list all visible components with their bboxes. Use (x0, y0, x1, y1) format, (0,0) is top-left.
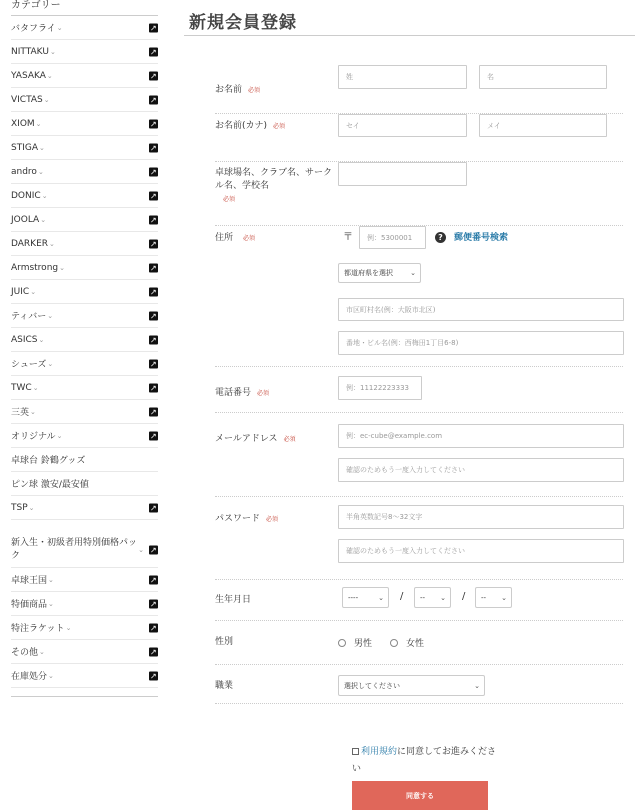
sidebar-category-item[interactable] (11, 16, 158, 40)
postal-lookup-link[interactable]: 郵便番号検索 (454, 233, 509, 243)
street-input[interactable]: 番地・ビル名(例：西梅田1丁目6-8) (338, 331, 624, 355)
postal-mark: 〒 (343, 232, 353, 243)
chevron-down-icon: ⌄ (32, 383, 39, 392)
sidebar-category-label: ピン球 激安/最安値 (11, 480, 89, 490)
chevron-down-icon: ⌄ (39, 143, 45, 152)
sidebar-category-item[interactable] (11, 160, 158, 184)
external-link-icon[interactable] (149, 359, 158, 368)
terms-link[interactable]: 利用規約 (361, 747, 398, 757)
registration-form (215, 65, 623, 704)
external-link-icon[interactable] (149, 167, 158, 176)
sidebar-category-label: TWC (11, 382, 32, 393)
external-link-icon[interactable] (149, 95, 158, 104)
chevron-down-icon: ⌄ (474, 681, 480, 690)
chevron-down-icon: ⌄ (65, 623, 72, 632)
chevron-down-icon: ⌄ (39, 647, 45, 656)
sidebar-category-label: andro (11, 166, 37, 177)
external-link-icon[interactable] (149, 263, 158, 272)
required-badge: 必須 (243, 235, 256, 242)
external-link-icon[interactable] (149, 545, 158, 554)
external-link-icon[interactable] (149, 599, 158, 608)
external-link-icon[interactable] (149, 383, 158, 392)
radio-male-label[interactable]: 男性 (354, 639, 373, 649)
club-label: 卓球場名、クラブ名、サークル名、学校名 (215, 168, 333, 191)
chevron-down-icon: ⌄ (30, 287, 37, 296)
sidebar-category-label: DONIC (11, 190, 41, 201)
external-link-icon[interactable] (149, 647, 158, 656)
chevron-down-icon: ⌄ (40, 215, 47, 224)
chevron-down-icon: ⌄ (48, 599, 54, 608)
category-sidebar (11, 0, 158, 697)
password-input[interactable]: 半角英数記号8〜32文字 (338, 505, 624, 529)
job-row (215, 665, 623, 704)
external-link-icon[interactable] (149, 191, 158, 200)
required-badge: 必須 (273, 123, 286, 130)
prefecture-select[interactable] (338, 263, 421, 283)
email-input[interactable]: 例：ec-cube@example.com (338, 424, 624, 448)
sidebar-category-label: JOOLA (11, 214, 40, 225)
phone-input[interactable]: 例：11122223333 (338, 376, 422, 400)
postal-code-input[interactable]: 例：5300001 (359, 226, 426, 249)
job-select-value: 選択してください (344, 681, 400, 690)
sidebar-category-item[interactable] (11, 328, 158, 352)
birth-label: 生年月日 (215, 595, 252, 605)
name-row (215, 65, 623, 114)
club-input[interactable] (338, 162, 467, 186)
chevron-down-icon: ⌄ (43, 95, 50, 104)
external-link-icon[interactable] (149, 143, 158, 152)
email-row (215, 413, 623, 497)
sidebar-category-label: バタフライ (11, 24, 56, 34)
birth-day-select[interactable] (475, 587, 512, 608)
sidebar-category-item[interactable] (11, 40, 158, 64)
chevron-down-icon: ⌄ (37, 167, 44, 176)
first-name-kana-input[interactable]: メイ (479, 114, 607, 137)
external-link-icon[interactable] (149, 119, 158, 128)
sidebar-divider (11, 696, 158, 697)
birth-year-value: ---- (348, 593, 359, 602)
sidebar-category-label: 特注ラケット (11, 624, 65, 634)
external-link-icon[interactable] (149, 287, 158, 296)
sidebar-category-label: 新入生・初級者用特別価格パック (11, 537, 138, 561)
sidebar-category-item[interactable] (11, 592, 158, 616)
chevron-down-icon: ⌄ (410, 269, 416, 277)
agree-text: に同意してお進みください (352, 747, 497, 774)
sidebar-category-label: XIOM (11, 118, 35, 129)
sidebar-category-label: 卓球台 鈴鶴グッズ (11, 456, 86, 466)
name-label: お名前 (215, 85, 243, 95)
sidebar-category-label: その他 (11, 648, 39, 658)
sidebar-category-label: 在庫処分 (11, 672, 48, 682)
page-title: 新規会員登録 (184, 0, 635, 36)
gender-row (215, 621, 623, 665)
sidebar-category-item[interactable] (11, 496, 158, 520)
sidebar-category-label: ティバー (11, 312, 47, 322)
sidebar-category-item[interactable] (11, 616, 158, 640)
sidebar-category-item[interactable] (11, 136, 158, 160)
sidebar-category-label: オリジナル (11, 432, 56, 442)
radio-female[interactable] (390, 639, 398, 647)
email-confirm-input[interactable]: 確認のためもう一度入力してください (338, 458, 624, 482)
category-list (11, 16, 158, 688)
password-confirm-input[interactable]: 確認のためもう一度入力してください (338, 539, 624, 563)
sidebar-category-item[interactable] (11, 664, 158, 688)
sidebar-category-label: DARKER (11, 238, 49, 249)
required-badge: 必須 (248, 87, 261, 94)
job-label: 職業 (215, 681, 234, 691)
chevron-down-icon: ⌄ (49, 239, 55, 248)
sidebar-category-label: TSP (11, 502, 28, 513)
chevron-down-icon: ⌄ (41, 191, 48, 200)
first-name-input[interactable]: 名 (479, 65, 607, 89)
last-name-kana-input[interactable]: セイ (338, 114, 467, 137)
birth-year-select[interactable] (342, 587, 389, 608)
sidebar-category-item[interactable] (11, 352, 158, 376)
club-row (215, 162, 623, 226)
sidebar-category-item[interactable] (11, 88, 158, 112)
help-icon[interactable]: ? (435, 232, 446, 243)
phone-row (215, 367, 623, 413)
external-link-icon[interactable] (149, 239, 158, 248)
external-link-icon[interactable] (149, 407, 158, 416)
required-badge: 必須 (223, 196, 236, 203)
sidebar-category-item[interactable] (11, 280, 158, 304)
password-label: パスワード (215, 514, 261, 524)
kana-label: お名前(カナ) (215, 121, 268, 131)
registration-main (184, 0, 635, 704)
required-badge: 必須 (283, 436, 296, 443)
external-link-icon[interactable] (149, 335, 158, 344)
external-link-icon[interactable] (149, 503, 158, 512)
phone-label: 電話番号 (215, 388, 252, 398)
chevron-down-icon: ⌄ (56, 431, 63, 440)
sidebar-category-item[interactable] (11, 208, 158, 232)
address-label: 住所 (215, 233, 234, 243)
job-select[interactable] (338, 675, 485, 696)
sidebar-category-label: ASICS (11, 334, 38, 345)
external-link-icon[interactable] (149, 71, 158, 80)
chevron-down-icon: ⌄ (47, 359, 54, 368)
chevron-down-icon: ⌄ (30, 407, 36, 416)
sidebar-category-label: 卓球王国 (11, 576, 48, 586)
terms-agreement (352, 744, 497, 778)
external-link-icon[interactable] (149, 311, 158, 320)
sidebar-category-item[interactable] (11, 472, 158, 496)
chevron-down-icon: ⌄ (138, 545, 144, 554)
birth-row (215, 580, 623, 621)
sidebar-category-label: VICTAS (11, 94, 43, 105)
password-row (215, 497, 623, 580)
chevron-down-icon: ⌄ (378, 593, 384, 602)
chevron-down-icon: ⌄ (440, 593, 446, 602)
prefecture-select-value: 都道府県を選択 (344, 269, 393, 277)
chevron-down-icon: ⌄ (35, 119, 42, 128)
sidebar-category-label: シューズ (11, 360, 47, 370)
date-separator: / (400, 591, 404, 602)
sidebar-category-label: 三英 (11, 408, 30, 418)
sidebar-category-label: JUIC (11, 286, 30, 297)
sidebar-category-item[interactable] (11, 376, 158, 400)
sidebar-category-label: Armstrong (11, 262, 59, 273)
sidebar-category-item[interactable] (11, 448, 158, 472)
external-link-icon[interactable] (149, 23, 158, 32)
external-link-icon[interactable] (149, 623, 158, 632)
external-link-icon[interactable] (149, 215, 158, 224)
sidebar-category-item[interactable] (11, 256, 158, 280)
date-separator: / (462, 591, 466, 602)
sidebar-category-label: STIGA (11, 142, 38, 153)
chevron-down-icon: ⌄ (48, 671, 54, 680)
chevron-down-icon: ⌄ (28, 503, 35, 512)
external-link-icon[interactable] (149, 47, 158, 56)
sidebar-category-item[interactable] (11, 400, 158, 424)
chevron-down-icon: ⌄ (49, 47, 56, 56)
chevron-down-icon: ⌄ (59, 263, 65, 272)
required-badge: 必須 (266, 516, 279, 523)
kana-row (215, 114, 623, 162)
sidebar-category-item[interactable] (11, 532, 158, 568)
gender-label: 性別 (215, 637, 234, 647)
sidebar-category-item[interactable] (11, 112, 158, 136)
agree-checkbox[interactable] (352, 748, 359, 755)
external-link-icon[interactable] (149, 575, 158, 584)
sidebar-category-label: NITTAKU (11, 46, 49, 57)
sidebar-category-label: YASAKA (11, 70, 46, 81)
sidebar-category-item[interactable] (11, 304, 158, 328)
sidebar-category-item[interactable] (11, 640, 158, 664)
birth-month-select[interactable] (414, 587, 451, 608)
radio-male[interactable] (338, 639, 346, 647)
chevron-down-icon: ⌄ (38, 335, 45, 344)
birth-month-value: -- (420, 593, 426, 602)
radio-female-label[interactable]: 女性 (406, 639, 425, 649)
city-input[interactable]: 市区町村名(例：大阪市北区) (338, 298, 624, 321)
sidebar-category-item[interactable] (11, 232, 158, 256)
sidebar-category-item[interactable] (11, 184, 158, 208)
chevron-down-icon: ⌄ (46, 71, 53, 80)
chevron-down-icon: ⌄ (56, 23, 63, 32)
sidebar-title: カテゴリー (11, 0, 158, 16)
sidebar-category-label: 特価商品 (11, 600, 48, 610)
birth-day-value: -- (481, 593, 487, 602)
submit-button[interactable]: 同意する (352, 781, 488, 810)
address-row (215, 226, 623, 367)
sidebar-category-item[interactable] (11, 64, 158, 88)
email-label: メールアドレス (215, 434, 278, 444)
chevron-down-icon: ⌄ (48, 575, 54, 584)
last-name-input[interactable]: 姓 (338, 65, 467, 89)
sidebar-category-item[interactable] (11, 424, 158, 448)
chevron-down-icon: ⌄ (501, 593, 507, 602)
external-link-icon[interactable] (149, 671, 158, 680)
sidebar-category-item[interactable] (11, 568, 158, 592)
external-link-icon[interactable] (149, 431, 158, 440)
required-badge: 必須 (257, 390, 270, 397)
chevron-down-icon: ⌄ (47, 311, 54, 320)
